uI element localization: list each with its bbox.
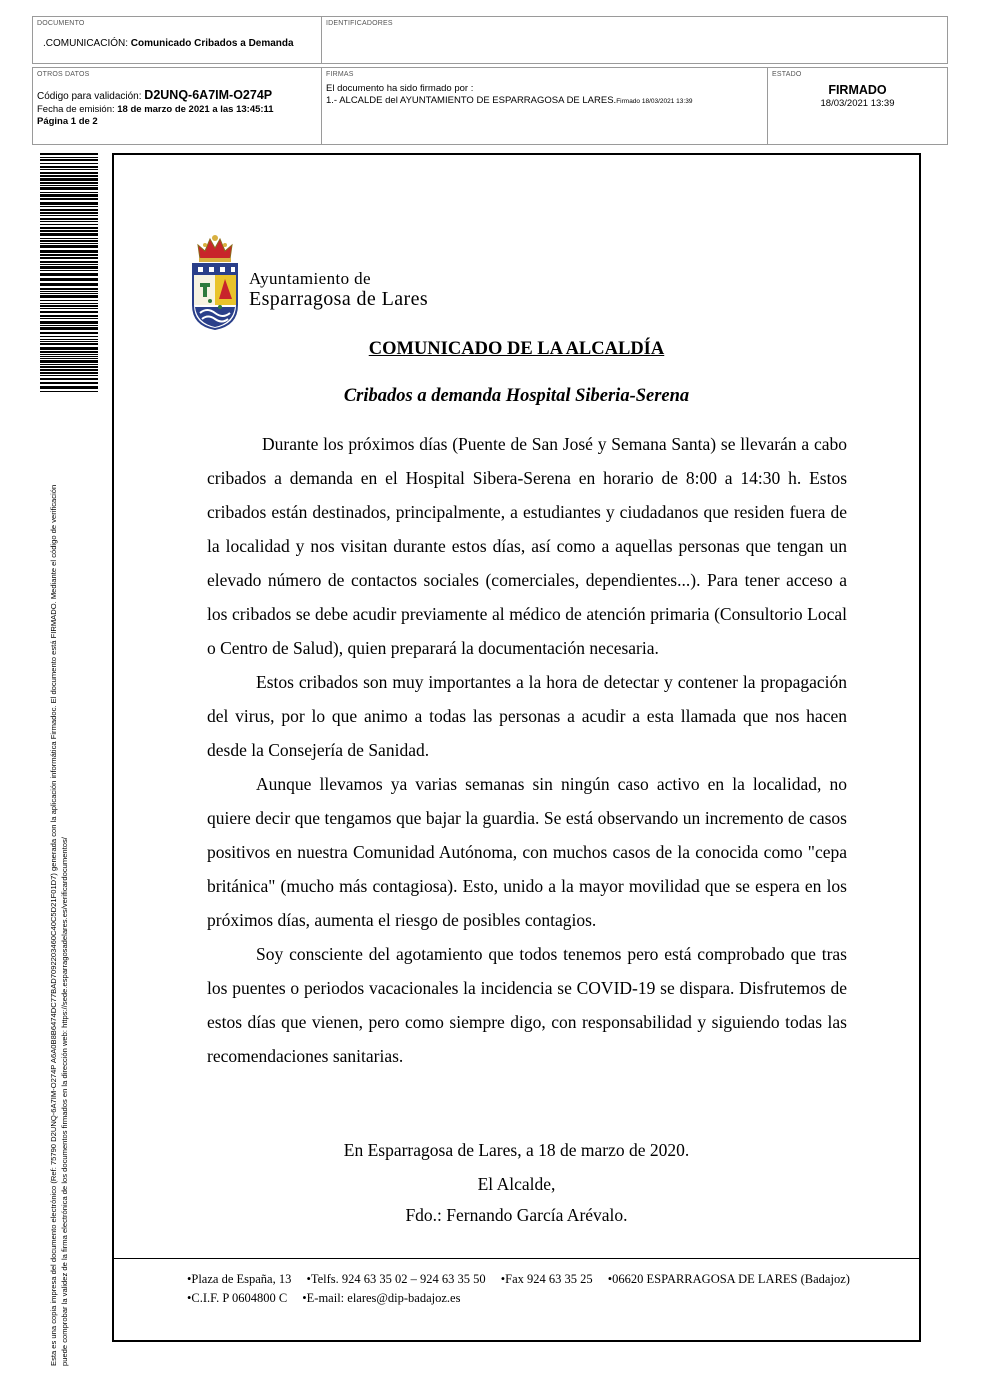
otros-datos-box (32, 67, 322, 145)
firmado-fecha: Firmado 18/03/2021 13:39 (616, 98, 693, 105)
documento-title: Comunicado Cribados a Demanda (130, 38, 294, 49)
estado-value: FIRMADO (828, 83, 887, 97)
fecha-line (37, 104, 274, 115)
firmas-line1: El documento ha sido firmado por : (326, 83, 474, 94)
org-name-line2: Esparragosa de Lares (249, 288, 429, 310)
footer-address: •Plaza de España, 13 (187, 1272, 292, 1286)
org-name-line1: Ayuntamiento de (249, 269, 371, 288)
footer-line2 (187, 1289, 850, 1308)
firmas-box (321, 67, 768, 145)
identificadores-box (321, 16, 948, 64)
letter-page (112, 153, 921, 1342)
paragraph-1: Durante los próximos días (Puente de San José y Semana Santa) se llevarán a cabo cribados a demanda en el Hospital Sibera-Serena en horario de 8:00 a 14:30 h. Estos cribados están destinados, principalmente, a estudiantes y ciudadanos que residen fuera de la localidad y nos visitan durante estos días, así como a aquellas personas que tengan un elevado número de contactos sociales (comerciales, dependientes...). Para tener acceso a los cribados se debe acudir previamente al médico de atención primaria (Consultorio Local o Centro de Salud), quien preparará la documentación necesaria. (207, 434, 847, 658)
codigo-label: Código para validación: (37, 91, 142, 102)
footer (187, 1270, 850, 1308)
estado-box (767, 67, 948, 145)
codigo-value: D2UNQ-6A7IM-O274P (144, 88, 273, 102)
barcode (40, 153, 98, 393)
pagina-indicator: Página 1 de 2 (37, 116, 98, 127)
footer-postal: •06620 ESPARRAGOSA DE LARES (Badajoz) (607, 1272, 850, 1286)
documento-box (32, 16, 322, 64)
org-name (249, 268, 428, 310)
page-subtitle: Cribados a demanda Hospital Siberia-Serena (343, 386, 690, 406)
page-title: COMUNICADO DE LA ALCALDÍA (368, 339, 665, 359)
letter-body (207, 427, 847, 1073)
fecha-label: Fecha de emisión: (37, 104, 115, 115)
footer-divider (114, 1258, 919, 1259)
closing-signature: Fdo.: Fernando García Arévalo. (405, 1205, 628, 1225)
documento-prefix: .COMUNICACIÓN: (43, 38, 128, 49)
documento-title-line (43, 38, 294, 49)
footer-line1 (187, 1270, 850, 1289)
firmas-label: FIRMAS (326, 71, 354, 78)
side-text-line1: Esta es una copia impresa del documento electrónico (Ref: 75790 D2UNQ-6A7IM-O274P A6A0B8B6474DC77BAD7092203460C40C5D21F01D7) generada con la aplicación informática Firmadoc. El documento está FIRMADO. Mediante el código de verificación (49, 484, 58, 1366)
otros-datos-label: OTROS DATOS (37, 71, 90, 78)
footer-phones: •Telfs. 924 63 35 02 – 924 63 35 50 (306, 1272, 486, 1286)
identificadores-label: IDENTIFICADORES (326, 20, 393, 27)
firmas-line2 (326, 95, 692, 106)
coat-of-arms-icon (190, 233, 240, 331)
documento-label: DOCUMENTO (37, 20, 85, 27)
estado-label: ESTADO (772, 71, 802, 78)
side-text-line2: puede comprobar la validez de la firma electrónica de los documentos firmados en la dirección web: https://sede.esparragosadelares.es/verificardocumentos/ (60, 837, 69, 1366)
footer-cif: •C.I.F. P 0604800 C (187, 1291, 288, 1305)
closing-role: El Alcalde, (477, 1174, 556, 1194)
codigo-line (37, 88, 272, 102)
firmante: 1.- ALCALDE del AYUNTAMIENTO DE ESPARRAGOSA DE LARES. (326, 95, 617, 106)
footer-fax: •Fax 924 63 35 25 (500, 1272, 593, 1286)
paragraph-4: Soy consciente del agotamiento que todos tenemos pero está comprobado que tras los puentes o periodos vacacionales la incidencia se COVID-19 se dispara. Disfrutemos de estos días que vienen, pero como siempre digo, con responsabilidad y siguiendo todas las recomendaciones sanitarias. (207, 944, 847, 1066)
closing-place-date: En Esparragosa de Lares, a 18 de marzo de 2020. (343, 1140, 690, 1160)
verification-side-text (48, 396, 70, 1366)
estado-date: 18/03/2021 13:39 (820, 98, 895, 109)
paragraph-3: Aunque llevamos ya varias semanas sin ningún caso activo en la localidad, no quiere decir que tengamos que bajar la guardia. Se está observando un incremento de casos positivos en nuestra Comunidad Autónoma, con muchos casos de la conocida como "cepa británica" (mucho más contagiosa). Esto, unido a la mayor movilidad que se espera en los próximos días, aumenta el riesgo de posibles contagios. (207, 774, 847, 930)
paragraph-2: Estos cribados son muy importantes a la hora de detectar y contener la propagación del virus, por lo que animo a todas las personas a acudir a esta llamada que nos hacen desde la Consejería de Sanidad. (207, 672, 847, 760)
footer-email: •E-mail: elares@dip-badajoz.es (302, 1291, 461, 1305)
fecha-value: 18 de marzo de 2021 a las 13:45:11 (117, 104, 274, 115)
